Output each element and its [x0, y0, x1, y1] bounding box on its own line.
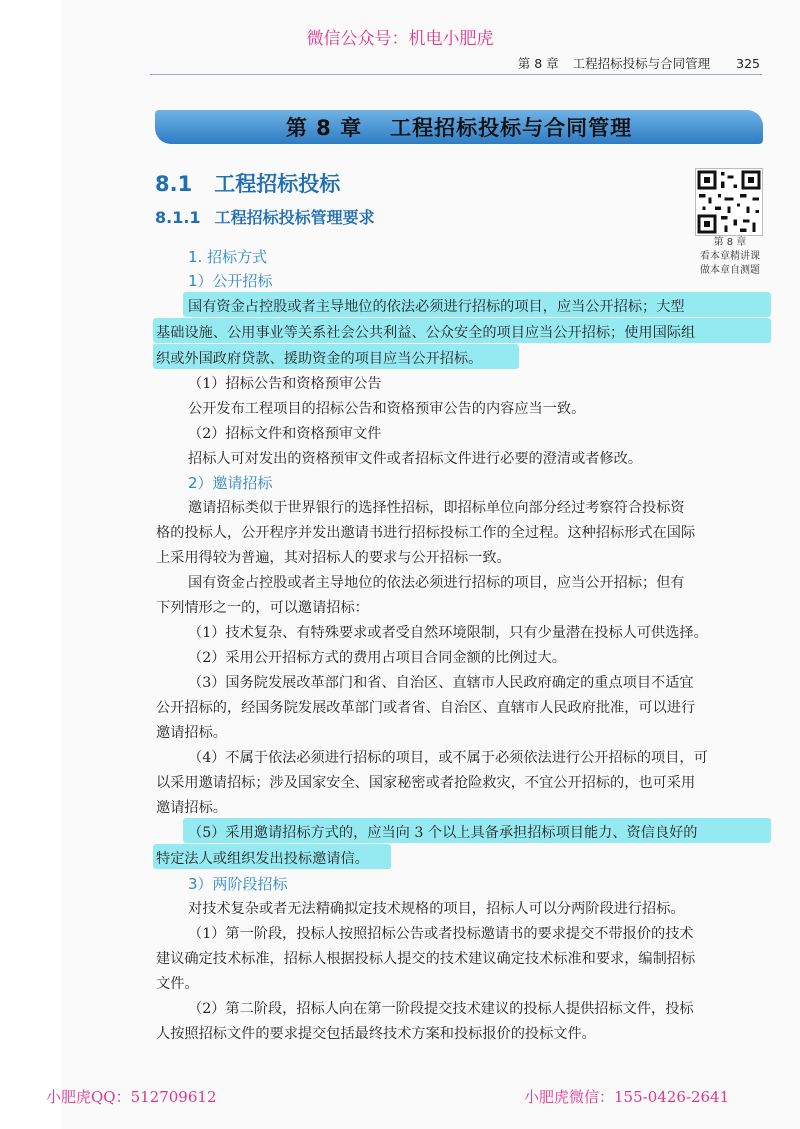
body-line: 以采用邀请招标；涉及国家安全、国家秘密或者抢险救灾，不宜公开招标的，也可采用	[156, 775, 696, 791]
section-heading	[155, 168, 340, 198]
chapter-banner	[155, 110, 763, 144]
body-line: 基础设施、公用事业等关系社会公共利益、公众安全的项目应当公开招标；使用国际组	[156, 325, 696, 341]
subsection-heading	[155, 205, 375, 228]
qr-caption-line: 做本章自测题	[700, 265, 760, 276]
watermark-bottom-left: 小肥虎QQ：512709612	[46, 1088, 217, 1106]
body-line: 公开发布工程项目的招标公告和资格预审公告的内容应当一致。	[188, 401, 586, 417]
body-line: 织或外国政府贷款、援助资金的项目应当公开招标。	[156, 351, 483, 367]
body-line: 对技术复杂或者无法精确拟定技术规格的项目，招标人可以分两阶段进行招标。	[188, 901, 685, 917]
body-line: （2）招标文件和资格预审文件	[188, 426, 382, 442]
watermark-top: 微信公众号：机电小肥虎	[306, 29, 494, 49]
body-line: 招标人可对发出的资格预审文件或者招标文件进行必要的澄清或者修改。	[188, 451, 643, 467]
running-head	[518, 54, 760, 72]
body-line: 人按照招标文件的要求提交包括最终技术方案和投标报价的投标文件。	[156, 1026, 596, 1042]
subsection-title: 工程招标投标管理要求	[214, 208, 375, 227]
subsection-number: 8.1.1	[155, 208, 201, 227]
section-number: 8.1	[155, 172, 193, 196]
header-rule	[150, 74, 762, 75]
body-line: 邀请招标。	[156, 725, 227, 741]
body-line: （5）采用邀请招标方式的，应当向 3 个以上具备承担招标项目能力、资信良好的	[188, 825, 698, 841]
body-line: （1）第一阶段，投标人按照招标公告或者投标邀请书的要求提交不带报价的技术	[188, 926, 694, 942]
body-line: 建议确定技术标准，招标人根据投标人提交的技术建议确定技术标准和要求，编制招标	[156, 951, 696, 967]
heading-invited-tender: 2）邀请招标	[188, 474, 273, 492]
body-line: 国有资金占控股或者主导地位的依法必须进行招标的项目，应当公开招标；但有	[188, 575, 685, 591]
chapter-title: 工程招标投标与合同管理	[390, 116, 633, 140]
body-line: 国有资金占控股或者主导地位的依法必须进行招标的项目，应当公开招标；大型	[188, 299, 685, 315]
body-line: 特定法人或组织发出投标邀请信。	[156, 851, 369, 867]
body-line: 文件。	[156, 976, 199, 992]
page-number: 325	[736, 56, 760, 71]
running-head-chapter: 第 8 章	[517, 56, 559, 71]
body-line: （1）招标公告和资格预审公告	[188, 376, 382, 392]
body-line: 下列情形之一的，可以邀请招标：	[156, 600, 369, 616]
qr-caption-line: 第 8 章	[713, 237, 747, 248]
body-line: 邀请招标。	[156, 800, 227, 816]
watermark-bottom-right: 小肥虎微信：155-0426-2641	[524, 1088, 730, 1106]
chapter-number: 第 8 章	[285, 116, 363, 140]
body-line: 格的投标人，公开程序并发出邀请书进行招标投标工作的全过程。这种招标形式在国际	[156, 525, 696, 541]
qr-caption	[680, 236, 780, 278]
body-line: （1）技术复杂、有特殊要求或者受自然环境限制，只有少量潜在投标人可供选择。	[188, 625, 708, 641]
qr-caption-line: 看本章精讲课	[700, 251, 760, 262]
body-line: 邀请招标类似于世界银行的选择性招标，即招标单位向部分经过考察符合投标资	[188, 500, 685, 516]
body-line: （2）采用公开招标方式的费用占项目合同金额的比例过大。	[188, 650, 566, 666]
heading-bidding-methods: 1. 招标方式	[188, 248, 268, 266]
section-title: 工程招标投标	[214, 172, 341, 196]
body-line: 公开招标的，经国务院发展改革部门或者省、自治区、直辖市人民政府批准，可以进行	[156, 700, 696, 716]
qr-code-icon[interactable]	[695, 168, 763, 236]
heading-two-stage-tender: 3）两阶段招标	[188, 875, 288, 893]
body-line: 上采用得较为普遍，其对招标人的要求与公开招标一致。	[156, 550, 511, 566]
running-head-title: 工程招标投标与合同管理	[572, 56, 711, 71]
scan-margin	[0, 0, 62, 1129]
body-line: （2）第二阶段，招标人向在第一阶段提交技术建议的投标人提供招标文件，投标	[188, 1001, 694, 1017]
body-line: （4）不属于依法必须进行招标的项目，或不属于必须依法进行公开招标的项目，可	[188, 750, 708, 766]
body-line: （3）国务院发展改革部门和省、自治区、直辖市人民政府确定的重点项目不适宜	[188, 675, 694, 691]
heading-open-tender: 1）公开招标	[188, 272, 273, 290]
